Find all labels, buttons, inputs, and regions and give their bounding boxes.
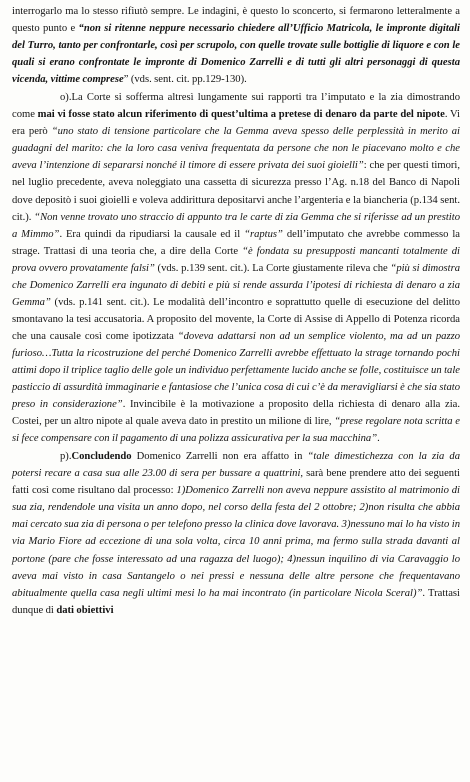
text-run: ” (vds. sent. cit. pp.129-130).	[123, 74, 247, 86]
paragraph-p	[12, 448, 460, 618]
italic-text-run: “raptus”	[244, 228, 283, 240]
text-run: .	[377, 433, 380, 445]
bold-text-run: dati obiettivi	[56, 604, 114, 616]
italic-text-run: “è fondata su presupposti mancanti totalmente di prova ovvero provatamente falsi”	[12, 245, 460, 274]
paragraph-o	[12, 89, 460, 447]
text-run: Domenico Zarrelli non era affatto in	[131, 451, 308, 463]
text-run: o).La Corte si sofferma altresì lungamente sui rapporti tra l’imputato e la zia dimostrando come	[12, 92, 460, 121]
text-run: , sarà bene prendere atto dei seguenti fatti così come risultano dal processo:	[12, 468, 460, 497]
text-run: . Era quindi da ripudiarsi la causale ed il	[59, 228, 245, 240]
bold-text-run: Concludendo	[71, 451, 132, 463]
bold-text-run: mai vi fosse stato alcun riferimento di quest’ultima a pretese di denaro da parte del nipote	[37, 109, 445, 121]
text-run: . Trattasi dunque di	[12, 587, 461, 616]
italic-text-run: “prese regolare nota scritta e si fece compensare con il pagamento di una polizza assicurativa per la sua macchina”	[12, 416, 461, 445]
bold-italic-text-run: “non si ritenne neppure necessario chiedere all’Ufficio Matricola, le impronte digitali del Turro, tanto per confrontarle, così per scrupolo, con quelle trovate sulle bottiglie di liquore e con le quali si erano confrontate le impronte di Domenico Zarrelli e di tutti gli altri personaggi di questa vicenda, vittime comprese	[12, 23, 460, 86]
italic-text-run: “uno stato di tensione particolare che la Gemma aveva spesso delle perplessità in merito ai guadagni del marito: che la loro casa veniva frequentata da persone che non le piacevano molto e che aveva l’intenzione di separarsi nonché il timore di essere privata dei suoi gioielli”	[12, 126, 460, 172]
text-run: : che per questi timori, nel luglio precedente, aveva noleggiato una cassetta di sicurezza presso l’Ag. n.18 del Banco di Napoli dove depositò i suoi gioielli e voleva addirittura depositarvi anche l’argenteria e la biancheria (p.134 sent. cit.).	[12, 160, 460, 223]
text-run: . Vi era però	[12, 109, 460, 138]
text-run: dell’imputato che avrebbe commesso la strage. Trattasi di una teoria che, a dire della Corte	[12, 228, 460, 257]
italic-text-run: “più si dimostra che Domenico Zarrelli era ingunato di debiti e più si rende assurda l’ipotesi di richiesta di denaro a zia Gemma”	[12, 262, 460, 308]
italic-text-run: “doveva adattarsi non ad un semplice violento, ma ad un pazzo furioso…Tutta la ricostruzione del perché Domenico Zarrelli avrebbe effettuato la strage tornando pochi attimi dopo il triplice taglio delle gole un individuo perfettamente lucido anche se folle, costituisce un tale pasticcio di assurdità immaginarie e fantasiose che l’unica cosa di cui c’è da meravigliarsi è che sia stato preso in considerazione”	[12, 330, 460, 411]
italic-text-run: “Non venne trovato uno straccio di appunto tra le carte di zia Gemma che si riferisse ad un prestito a Mimmo”	[12, 211, 460, 240]
text-run: . Invincibile è la motivazione a proposito della richiesta di denaro alla zia. Costei, per un altro nipote al quale aveva dato in prestito un milione di lire,	[12, 399, 460, 428]
text-run: interrogarlo ma lo stesso rifiutò sempre. Le indagini, è questo lo sconcerto, si fermarono letteralmente a questo punto e	[12, 6, 460, 35]
text-run: (vds. p.139 sent. cit.). La Corte giustamente rileva che	[154, 262, 391, 274]
paragraph-1	[12, 3, 460, 88]
italic-text-run: “tale dimestichezza con la zia da potersi recare a casa sua alle 23.00 di sera per bussare a quattrini	[12, 451, 461, 480]
italic-text-run: 1)Domenico Zarrelli non aveva neppure assistito al matrimonio di sua zia, rendendole una visita un anno dopo, nel corso della festa del 2 ottobre; 2)non risulta che abbia mai cercato sua zia di persona o per telefono presso la clinica dove lavorava. 3)nessuno mai lo ha visto in via Mario Fiore ad eccezione di una sola volta, circa 10 anni prima, ma fermo sulla strada davanti al portone (pare che fosse interessato ad una ragazza del luogo); 4)nessun inquilino di via Caravaggio lo aveva mai visto in casa Santangelo o nei pressi e nessuna delle altre persone che frequentavano abitualmente quella casa negli ultimi mesi lo ha mai incontrato (in particolare Nicola Sceral)”	[12, 485, 460, 599]
text-run: (vds. p.141 sent. cit.). Le modalità dell’incontro e soprattutto quelle di esecuzione del delitto smontavano la tesi accusatoria. A proposito del movente, la Corte di Assise di Appello di Potenza ricorda che una causale così come ipotizzata	[12, 296, 460, 342]
text-run: p).	[60, 451, 72, 463]
